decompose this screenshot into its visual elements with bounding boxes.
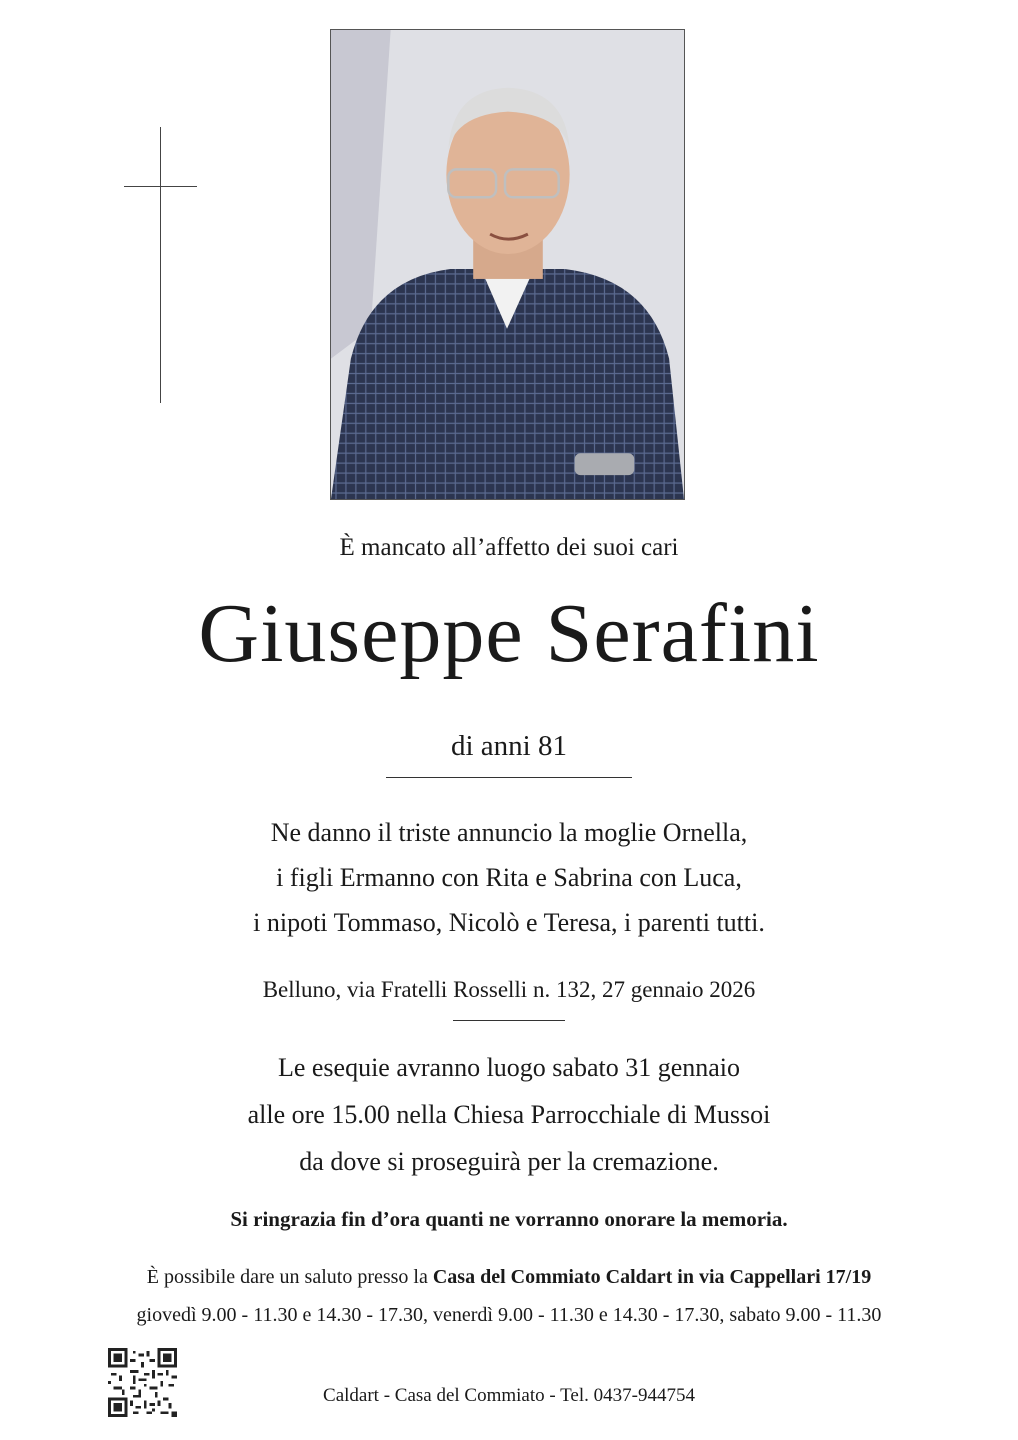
visit-hours: giovedì 9.00 - 11.30 e 14.30 - 17.30, venerdì 9.00 - 11.30 e 14.30 - 17.30, sabato 9.00 - 11.30 xyxy=(136,1304,882,1326)
contact-footer: Caldart - Casa del Commiato - Tel. 0437-944754 xyxy=(323,1385,695,1406)
family-line: Ne danno il triste annuncio la moglie Ornella, xyxy=(270,818,748,847)
funeral-line: alle ore 15.00 nella Chiesa Parrocchiale di Mussoi xyxy=(247,1100,771,1129)
funeral-details xyxy=(0,1044,1018,1185)
family-line: i figli Ermanno con Rita e Sabrina con Luca, xyxy=(276,863,742,892)
visit-prefix: È possibile dare un saluto presso la xyxy=(146,1266,433,1288)
divider xyxy=(453,1020,565,1021)
age-text: di anni 81 xyxy=(451,730,567,762)
divider xyxy=(386,777,632,778)
place-date: Belluno, via Fratelli Rosselli n. 132, 27 gennaio 2026 xyxy=(262,977,756,1002)
cross-horizontal-bar xyxy=(124,186,197,187)
cross-vertical-bar xyxy=(160,127,161,403)
funeral-line: Le esequie avranno luogo sabato 31 gennaio xyxy=(277,1053,741,1082)
family-line: i nipoti Tommaso, Nicolò e Teresa, i parenti tutti. xyxy=(253,908,765,937)
portrait-photo xyxy=(330,29,685,500)
visit-location: Casa del Commiato Caldart in via Cappellari 17/19 xyxy=(432,1266,872,1288)
visit-info xyxy=(0,1266,1018,1289)
deceased-name: Giuseppe Serafini xyxy=(198,587,820,680)
thanks-text: Si ringrazia fin d’ora quanti ne vorranno onorare la memoria. xyxy=(230,1207,788,1231)
family-announcement xyxy=(0,810,1018,945)
intro-text: È mancato all’affetto dei suoi cari xyxy=(339,534,679,561)
funeral-line: da dove si proseguirà per la cremazione. xyxy=(299,1147,719,1176)
